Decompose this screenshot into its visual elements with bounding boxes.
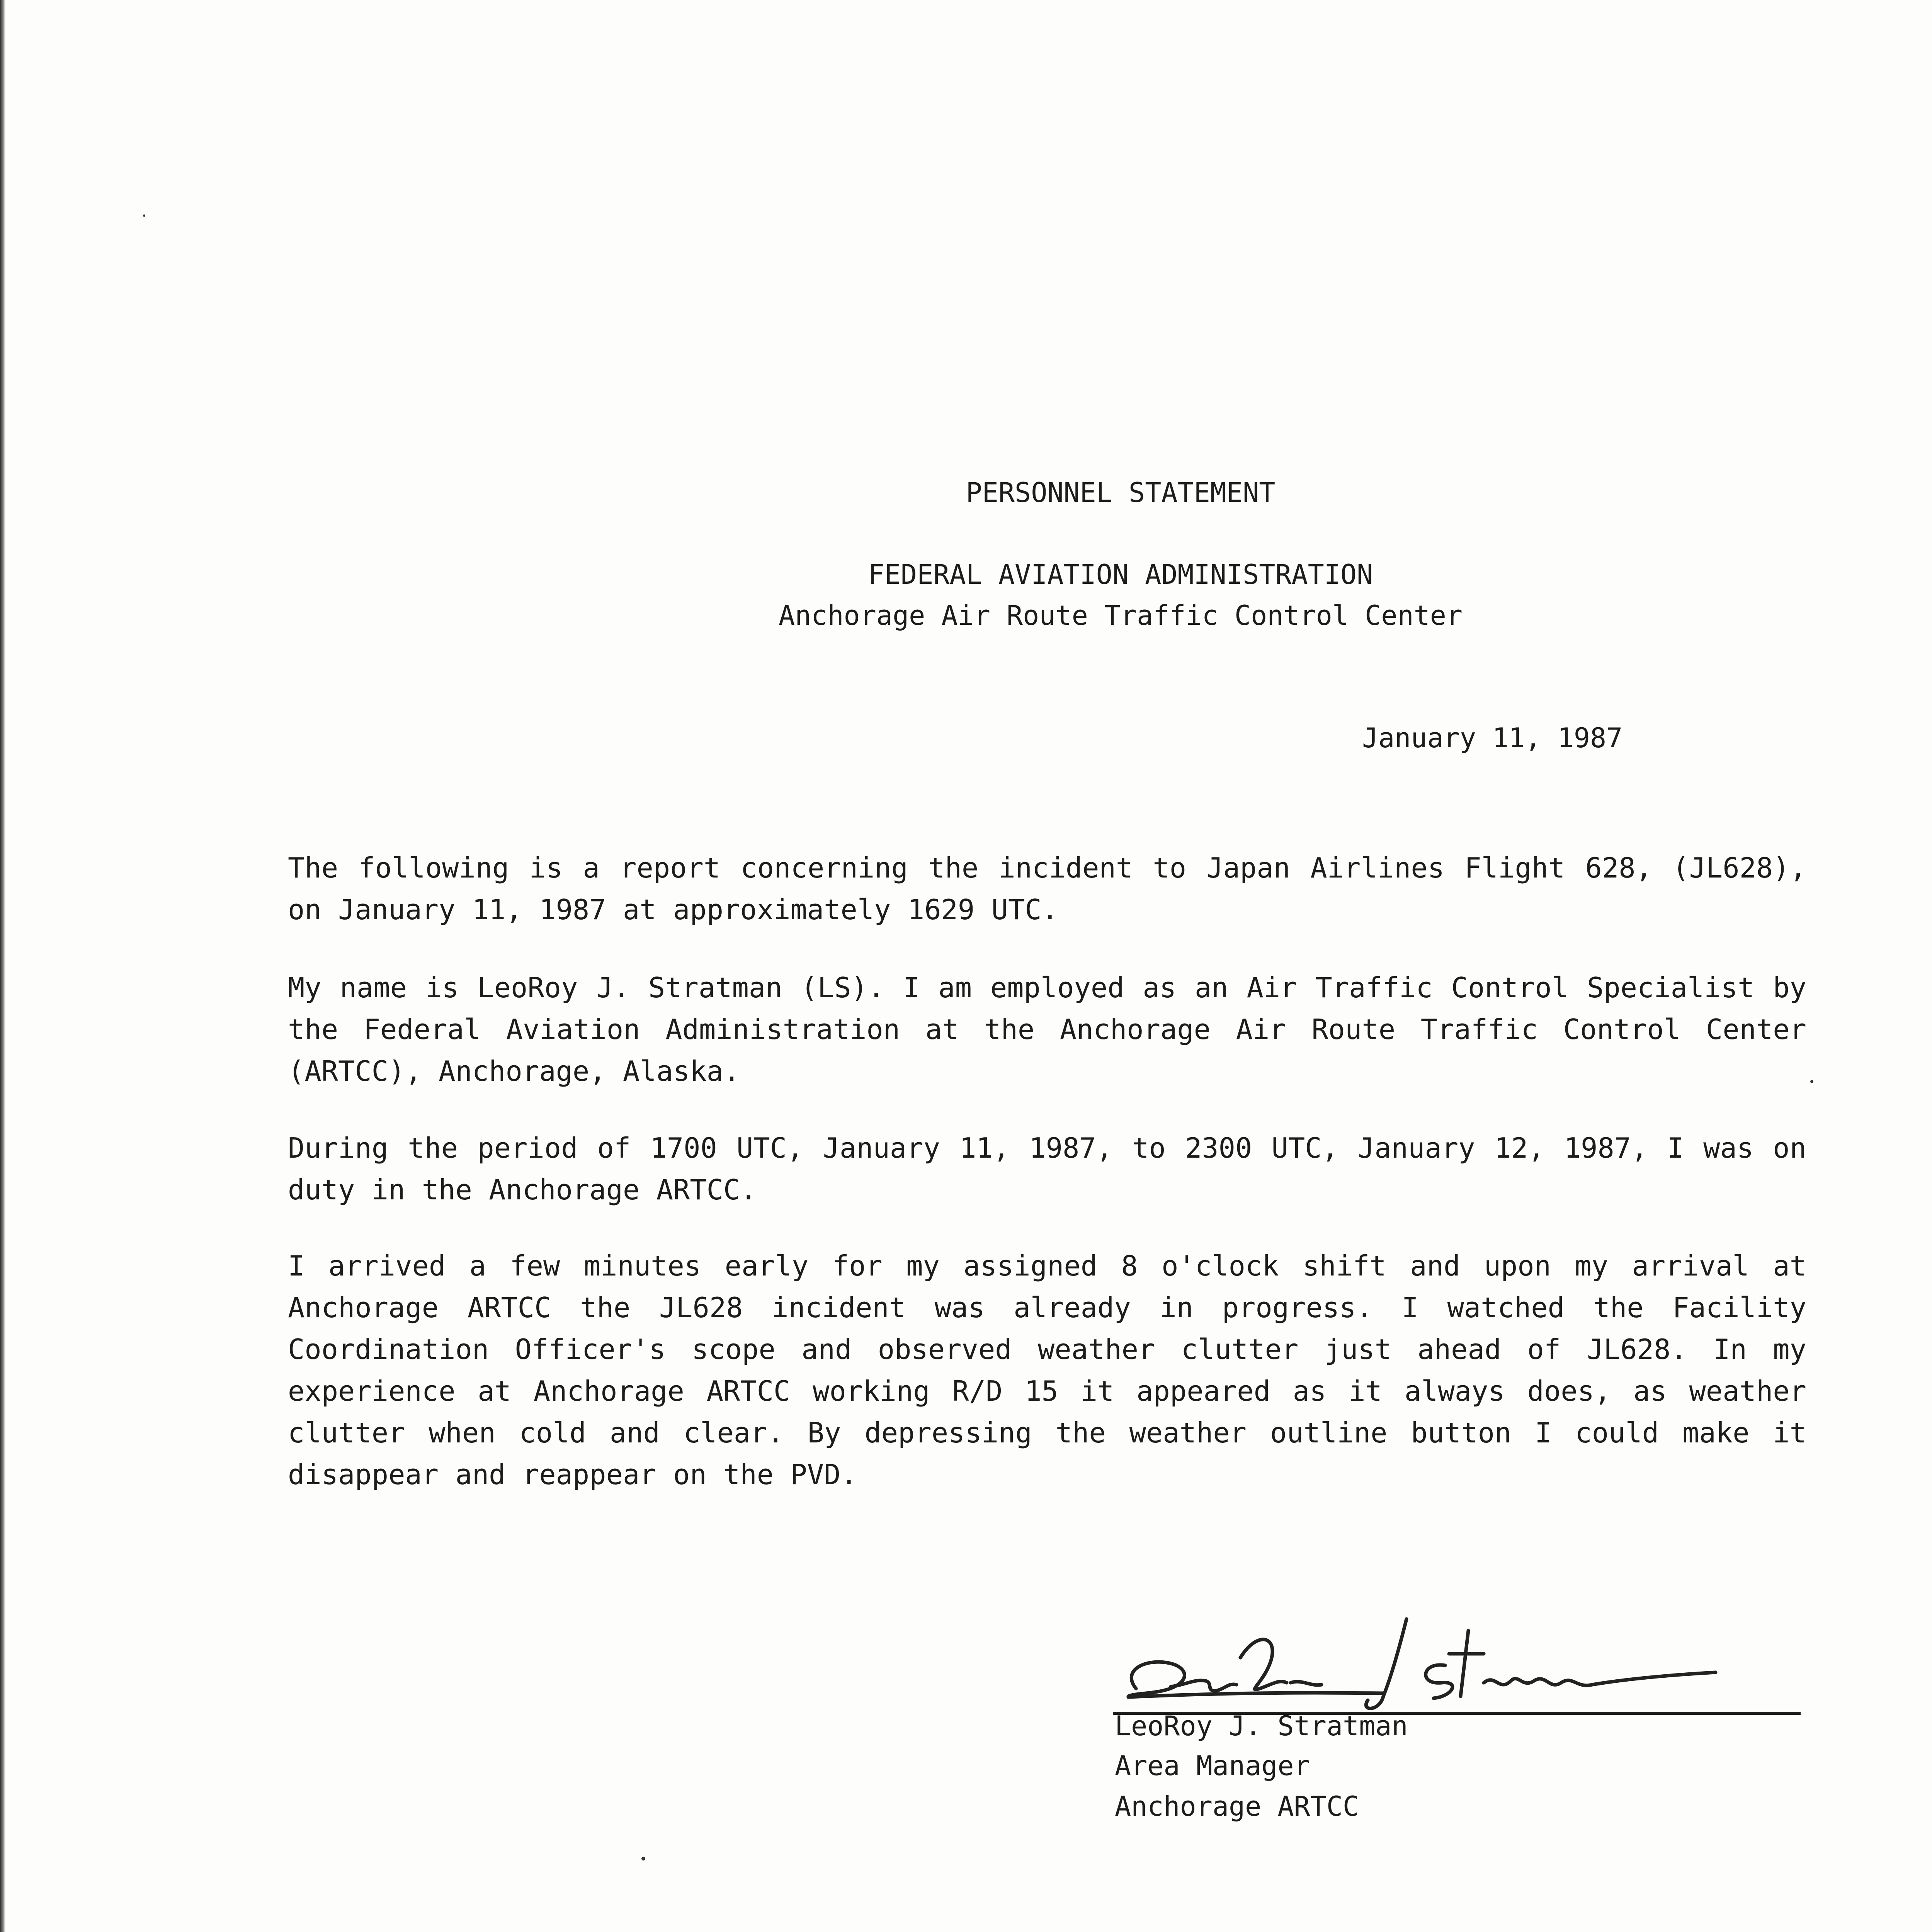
- paragraph-1: The following is a report concerning the incident to Japan Airlines Flight 628, (JL628), on January 11, 1987 at approximately 1629 UTC.: [288, 852, 1806, 926]
- handwritten-signature: [1113, 1596, 1808, 1723]
- paragraph-3: During the period of 1700 UTC, January 11, 1987, to 2300 UTC, January 12, 1987, I was on duty in the Anchorage ARTCC.: [288, 1132, 1806, 1206]
- scan-left-edge: [0, 0, 5, 1932]
- agency-name: FEDERAL AVIATION ADMINISTRATION: [868, 559, 1373, 590]
- signatory-role: Area Manager: [1115, 1750, 1310, 1782]
- document-date: January 11, 1987: [1362, 722, 1623, 754]
- signatory-organization: Anchorage ARTCC: [1115, 1791, 1359, 1822]
- scan-speck: [641, 1857, 645, 1861]
- center-name: Anchorage Air Route Traffic Control Center: [778, 600, 1463, 631]
- document-title: PERSONNEL STATEMENT: [966, 477, 1276, 509]
- signatory-name: LeoRoy J. Stratman: [1115, 1710, 1408, 1742]
- scan-speck: [1810, 1080, 1813, 1083]
- paragraph-2: My name is LeoRoy J. Stratman (LS). I am employed as an Air Traffic Control Specialist by the Federal Aviation Administration at the Anchorage Air Route Traffic Control Center (ARTCC), Anchorage, Alaska.: [288, 971, 1806, 1087]
- paragraph-4: I arrived a few minutes early for my assigned 8 o'clock shift and upon my arrival at Anchorage ARTCC the JL628 incident was already in progress. I watched the Facility Coordination Officer's scope and observed weather clutter just ahead of JL628. In my experience at Anchorage ARTCC working R/D 15 it appeared as it always does, as weather clutter when cold and clear. By depressing the weather outline button I could make it disappear and reappear on the PVD.: [288, 1250, 1806, 1491]
- scan-speck: [143, 214, 145, 217]
